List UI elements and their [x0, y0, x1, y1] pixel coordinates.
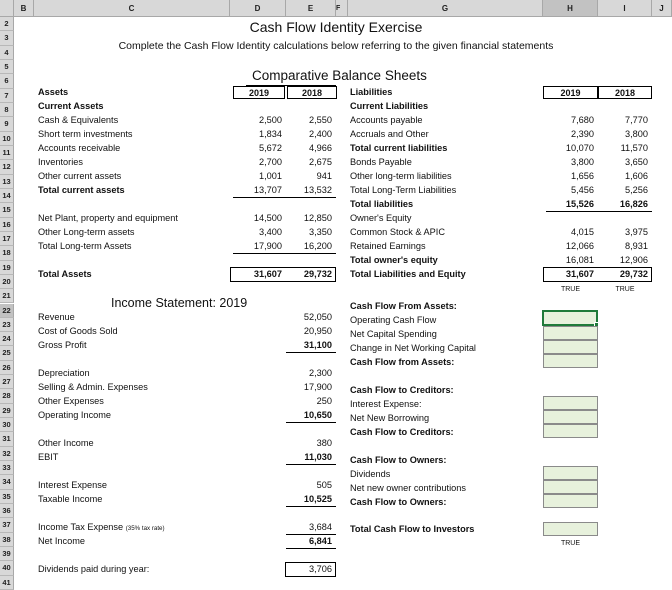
asset-label: Other current assets — [38, 171, 122, 181]
asset-value-2018[interactable]: 941 — [316, 171, 332, 181]
row-header[interactable]: 11 — [0, 146, 14, 160]
asset-value-2018[interactable]: 2,400 — [309, 129, 332, 139]
asset-value-2018[interactable]: 13,532 — [303, 185, 332, 195]
input-ncs[interactable] — [543, 326, 598, 340]
liability-value-2018[interactable]: 16,826 — [619, 199, 648, 209]
row-header[interactable]: 36 — [0, 504, 14, 518]
rule — [286, 534, 336, 535]
cf-label-nwc: Change in Net Working Capital — [350, 343, 476, 353]
asset-value-2019[interactable]: 13,707 — [253, 185, 282, 195]
column-header-j[interactable]: J — [652, 0, 672, 17]
year-2018-liabilities: 2018 — [598, 86, 652, 99]
asset-value-2019[interactable]: 3,400 — [259, 227, 282, 237]
cf-label-interest: Interest Expense: — [350, 399, 422, 409]
income-value[interactable]: 380 — [316, 438, 332, 448]
asset-label: Total current assets — [38, 185, 125, 195]
asset-value-2019[interactable]: 14,500 — [253, 213, 282, 223]
income-value[interactable]: 6,841 — [309, 536, 332, 546]
column-header-i[interactable]: I — [598, 0, 652, 17]
liability-label: Total liabilities — [350, 199, 414, 209]
balance-check-2019: TRUE — [560, 286, 581, 293]
income-value[interactable]: 250 — [316, 396, 332, 406]
cf-label-ocf: Operating Cash Flow — [350, 315, 437, 325]
year-2018-assets: 2018 — [287, 86, 337, 99]
row-header[interactable]: 29 — [0, 404, 14, 418]
liability-value-2019[interactable]: 31,607 — [565, 269, 594, 279]
row-header[interactable]: 35 — [0, 490, 14, 504]
income-label: Other Income — [38, 438, 94, 448]
liability-label: Current Liabilities — [350, 101, 429, 111]
income-tax-label: Income Tax Expense — [38, 522, 124, 532]
liability-label: Total owner's equity — [350, 255, 438, 265]
income-label: Other Expenses — [38, 396, 104, 406]
liability-label: Total Liabilities and Equity — [350, 269, 466, 279]
income-value[interactable]: 3,706 — [309, 564, 332, 574]
asset-value-2018[interactable]: 4,966 — [309, 143, 332, 153]
row-header[interactable]: 7 — [0, 89, 14, 103]
row-header[interactable]: 38 — [0, 533, 14, 547]
rule — [233, 197, 336, 198]
liability-label: Retained Earnings — [350, 241, 426, 251]
asset-value-2019[interactable]: 5,672 — [259, 143, 282, 153]
row-header[interactable]: 3 — [0, 31, 14, 45]
row-header[interactable]: 39 — [0, 547, 14, 561]
liability-value-2018[interactable]: 11,570 — [620, 143, 648, 153]
asset-label: Inventories — [38, 157, 83, 167]
row-header[interactable]: 12 — [0, 160, 14, 174]
asset-label: Accounts receivable — [38, 143, 121, 153]
tax-rate-note: (35% tax rate) — [125, 525, 165, 532]
income-statement-title: Income Statement: 2019 — [111, 296, 248, 310]
row-header[interactable]: 14 — [0, 189, 14, 203]
cf-label-total: Total Cash Flow to Investors — [350, 524, 475, 534]
income-value[interactable]: 3,684 — [309, 522, 332, 532]
total-assets-label: Total Assets — [38, 269, 92, 279]
asset-value-2019[interactable]: 1,834 — [259, 129, 282, 139]
input-cfo[interactable] — [543, 494, 598, 508]
column-header-d[interactable]: D — [230, 0, 286, 17]
liability-value-2019[interactable]: 10,070 — [565, 143, 594, 153]
cf-label-cffa: Cash Flow from Assets: — [350, 357, 455, 367]
input-ocf[interactable] — [542, 310, 598, 326]
cashflow-check: TRUE — [560, 540, 581, 547]
liability-value-2018[interactable]: 1,606 — [625, 171, 648, 181]
asset-value-2018[interactable]: 2,550 — [309, 115, 332, 125]
liability-label: Total current liabilities — [350, 143, 448, 153]
row-header[interactable]: 2 — [0, 17, 14, 31]
liability-label: Total Long-Term Liabilities — [350, 185, 457, 195]
asset-value-2018[interactable]: 12,850 — [303, 213, 332, 223]
liability-value-2019[interactable]: 1,656 — [571, 171, 594, 181]
liability-value-2019[interactable]: 3,800 — [571, 157, 594, 167]
row-header[interactable]: 25 — [0, 346, 14, 360]
asset-value-2019[interactable]: 2,700 — [259, 157, 282, 167]
input-nwc[interactable] — [543, 340, 598, 354]
column-header-h[interactable]: H — [543, 0, 598, 17]
input-cfc[interactable] — [543, 424, 598, 438]
asset-label: Net Plant, property and equipment — [38, 213, 178, 223]
asset-label: Current Assets — [38, 101, 104, 111]
income-label: Interest Expense — [38, 480, 107, 490]
row-header[interactable]: 22 — [0, 304, 14, 318]
row-header[interactable]: 20 — [0, 275, 14, 289]
total-assets-2018[interactable]: 29,732 — [303, 269, 332, 279]
rule — [286, 422, 336, 423]
input-contrib[interactable] — [543, 480, 598, 494]
row-header[interactable]: 10 — [0, 132, 14, 146]
row-header[interactable]: 26 — [0, 361, 14, 375]
page-subtitle: Complete the Cash Flow Identity calculations below referring to the given financial statements — [118, 40, 554, 52]
liability-value-2018[interactable]: 3,800 — [625, 129, 648, 139]
liability-value-2018[interactable]: 12,906 — [619, 255, 648, 265]
row-header[interactable]: 19 — [0, 261, 14, 275]
row-header[interactable]: 23 — [0, 318, 14, 332]
column-header-f[interactable]: F — [336, 0, 348, 17]
asset-label: Total Long-term Assets — [38, 241, 132, 251]
cf-label-dividends: Dividends — [350, 469, 391, 479]
row-header[interactable]: 31 — [0, 432, 14, 446]
asset-value-2019[interactable]: 2,500 — [259, 115, 282, 125]
income-label: Taxable Income — [38, 494, 103, 504]
rule — [286, 548, 336, 549]
input-dividends[interactable] — [543, 466, 598, 480]
balance-sheet-title: Comparative Balance Sheets — [252, 68, 427, 83]
column-header-c[interactable]: C — [34, 0, 230, 17]
liability-value-2018[interactable]: 5,256 — [625, 185, 648, 195]
liability-value-2018[interactable]: 8,931 — [625, 241, 648, 251]
row-header[interactable]: 27 — [0, 375, 14, 389]
liability-label: Owner's Equity — [350, 213, 412, 223]
liability-value-2019[interactable]: 12,066 — [565, 241, 594, 251]
row-header[interactable]: 33 — [0, 461, 14, 475]
income-value[interactable]: 2,300 — [309, 368, 332, 378]
cf-label-ncs: Net Capital Spending — [350, 329, 437, 339]
row-header[interactable]: 41 — [0, 576, 14, 590]
income-value[interactable]: 10,650 — [303, 410, 332, 420]
cf-label-borrowing: Net New Borrowing — [350, 413, 430, 423]
row-header[interactable]: 16 — [0, 218, 14, 232]
row-header[interactable]: 8 — [0, 103, 14, 117]
rule — [246, 85, 336, 86]
income-value[interactable]: 10,525 — [303, 494, 332, 504]
liability-value-2019[interactable]: 4,015 — [571, 227, 594, 237]
cf-creditors-title: Cash Flow to Creditors: — [350, 385, 454, 395]
row-header[interactable]: 6 — [0, 74, 14, 88]
income-value[interactable]: 505 — [316, 480, 332, 490]
row-header[interactable]: 15 — [0, 203, 14, 217]
income-label — [38, 521, 165, 535]
income-value[interactable]: 11,030 — [304, 452, 332, 462]
income-label: Cost of Goods Sold — [38, 326, 118, 336]
income-label: Depreciation — [38, 368, 90, 378]
income-value[interactable]: 31,100 — [303, 340, 332, 350]
cf-assets-title: Cash Flow From Assets: — [350, 301, 457, 311]
asset-value-2019[interactable]: 1,001 — [259, 171, 282, 181]
cf-owners-title: Cash Flow to Owners: — [350, 455, 447, 465]
row-header[interactable]: 17 — [0, 232, 14, 246]
balance-check-2018: TRUE — [615, 286, 635, 293]
rule — [546, 211, 652, 212]
row-header[interactable]: 37 — [0, 518, 14, 532]
row-header[interactable]: 24 — [0, 332, 14, 346]
input-interest[interactable] — [543, 396, 598, 410]
income-label: Net Income — [38, 536, 85, 546]
rule — [286, 464, 336, 465]
rule — [286, 352, 336, 353]
asset-value-2019[interactable]: 17,900 — [253, 241, 282, 251]
column-header-b[interactable]: B — [14, 0, 34, 17]
income-label: Dividends paid during year: — [38, 564, 150, 574]
year-2019-assets: 2019 — [233, 86, 285, 99]
select-all-corner[interactable] — [0, 0, 14, 17]
liability-value-2019[interactable]: 16,081 — [565, 255, 594, 265]
year-2019-liabilities: 2019 — [543, 86, 598, 99]
cf-label-contrib: Net new owner contributions — [350, 483, 466, 493]
income-label: Operating Income — [38, 410, 112, 420]
liability-label: Accruals and Other — [350, 129, 429, 139]
income-label: Gross Profit — [38, 340, 87, 350]
liability-value-2019[interactable]: 2,390 — [571, 129, 594, 139]
asset-value-2018[interactable]: 2,675 — [309, 157, 332, 167]
liability-label: Other long-term liabilities — [350, 171, 452, 181]
input-total[interactable] — [543, 522, 598, 536]
row-header[interactable]: 5 — [0, 60, 14, 74]
asset-value-2018[interactable]: 3,350 — [309, 227, 332, 237]
cf-label-cfc: Cash Flow to Creditors: — [350, 427, 454, 437]
input-borrowing[interactable] — [543, 410, 598, 424]
row-header[interactable]: 28 — [0, 389, 14, 403]
row-header[interactable]: 34 — [0, 475, 14, 489]
liability-value-2019[interactable]: 15,526 — [565, 199, 594, 209]
total-assets-2019[interactable]: 31,607 — [253, 269, 282, 279]
input-cffa[interactable] — [543, 354, 598, 368]
row-header[interactable]: 9 — [0, 117, 14, 131]
liability-label: Bonds Payable — [350, 157, 412, 167]
liability-value-2018[interactable]: 7,770 — [625, 115, 648, 125]
row-header[interactable]: 21 — [0, 289, 14, 303]
asset-label: Cash & Equivalents — [38, 115, 119, 125]
row-header[interactable]: 32 — [0, 447, 14, 461]
liability-label: Common Stock & APIC — [350, 227, 445, 237]
column-header-g[interactable]: G — [348, 0, 543, 17]
asset-label: Other Long-term assets — [38, 227, 135, 237]
column-header-e[interactable]: E — [286, 0, 336, 17]
row-header[interactable]: 18 — [0, 246, 14, 260]
liabilities-heading: Liabilities — [350, 87, 393, 97]
liability-value-2018[interactable]: 29,732 — [619, 269, 648, 279]
income-value[interactable]: 20,950 — [303, 326, 332, 336]
cf-label-cfo: Cash Flow to Owners: — [350, 497, 447, 507]
income-label: Selling & Admin. Expenses — [38, 382, 148, 392]
income-value[interactable]: 17,900 — [303, 382, 332, 392]
assets-heading: Assets — [38, 87, 69, 97]
liability-value-2019[interactable]: 5,456 — [571, 185, 594, 195]
asset-value-2018[interactable]: 16,200 — [303, 241, 332, 251]
row-header[interactable]: 13 — [0, 175, 14, 189]
liability-label: Accounts payable — [350, 115, 423, 125]
liability-value-2019[interactable]: 7,680 — [571, 115, 594, 125]
income-label: Revenue — [38, 312, 75, 322]
income-value[interactable]: 52,050 — [303, 312, 332, 322]
income-label: EBIT — [38, 452, 59, 462]
rule — [286, 506, 336, 507]
liability-value-2018[interactable]: 3,650 — [625, 157, 648, 167]
rule — [233, 253, 336, 254]
liability-value-2018[interactable]: 3,975 — [625, 227, 648, 237]
row-header[interactable]: 30 — [0, 418, 14, 432]
asset-label: Short term investments — [38, 129, 133, 139]
page-title: Cash Flow Identity Exercise — [249, 19, 423, 35]
row-header[interactable]: 40 — [0, 561, 14, 575]
rule — [546, 267, 652, 268]
row-header[interactable]: 4 — [0, 46, 14, 60]
